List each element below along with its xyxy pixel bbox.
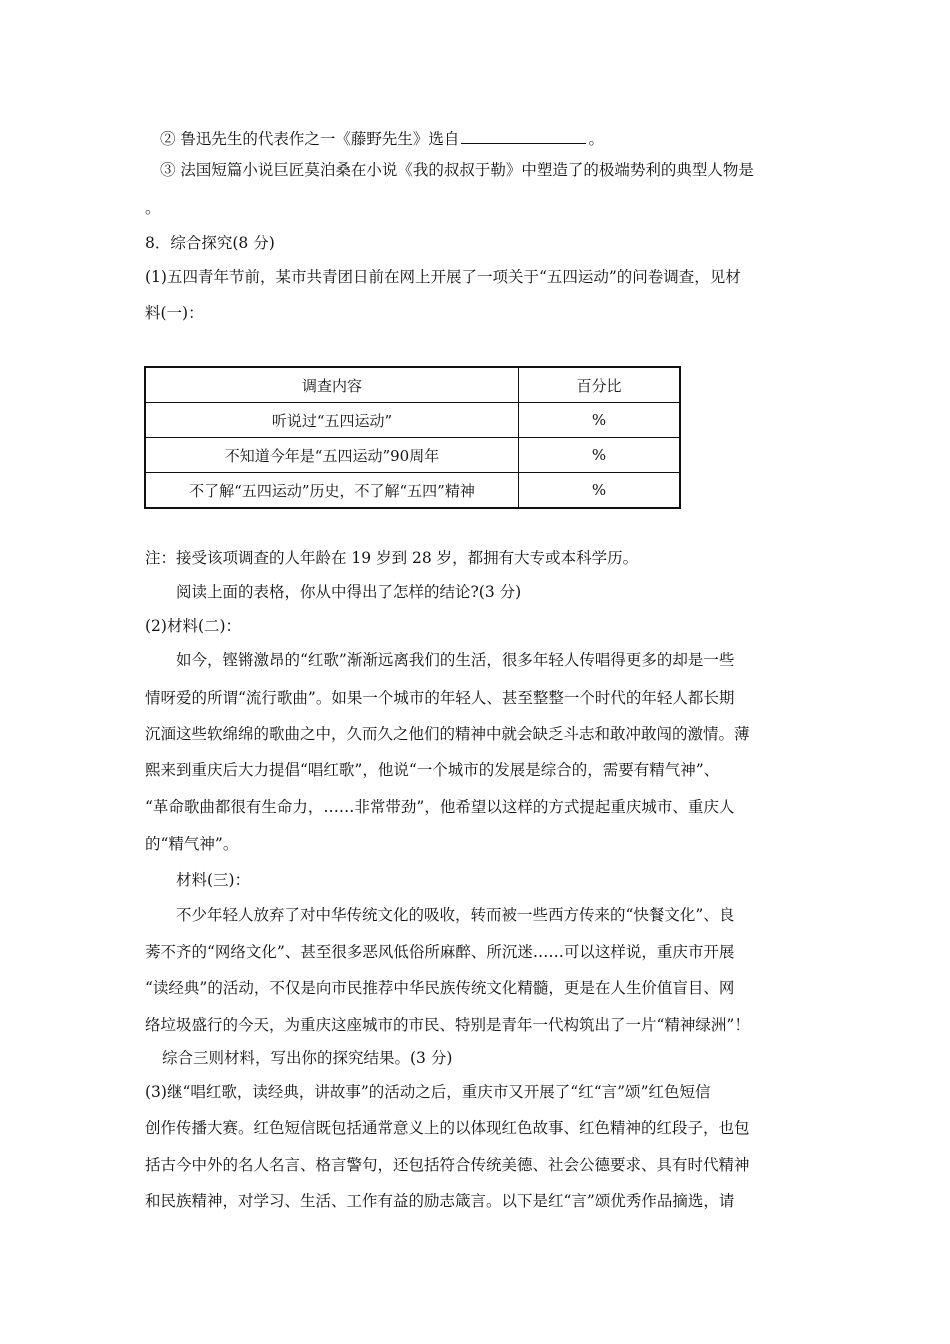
table-cell-percent: %	[519, 403, 681, 438]
q8-part3-line: 和民族精神，对学习、生活、工作有益的励志箴言。以下是红“言”颂优秀作品摘选，请	[145, 1192, 735, 1210]
q8-heading: 8．综合探究(8 分)	[145, 234, 275, 252]
table-header-percent: 百分比	[519, 367, 681, 403]
material-3-line: “读经典”的活动，不仅是向市民推荐中华民族传统文化精髓，更是在人生价值盲目、网	[145, 979, 735, 997]
table-cell-content: 不了解“五四运动”历史，不了解“五四”精神	[145, 473, 519, 509]
survey-table	[144, 366, 681, 509]
material-2-line: 如今，铿锵激昂的“红歌”渐渐远离我们的生活，很多年轻人传唱得更多的却是一些	[176, 651, 735, 669]
q7-item-2-text: ② 鲁迅先生的代表作之一《藤野先生》选自	[160, 130, 460, 148]
survey-note: 注：接受该项调查的人年龄在 19 岁到 28 岁，都拥有大专或本科学历。	[145, 549, 639, 567]
q8-part2-question: 综合三则材料，写出你的探究结果。(3 分)	[162, 1049, 453, 1067]
table-header-content: 调查内容	[145, 367, 519, 403]
material-3-label: 材料(三)：	[176, 871, 251, 889]
material-3-line: 络垃圾盛行的今天，为重庆这座城市的市民、特别是青年一代构筑出了一片“精神绿洲”！	[145, 1016, 750, 1034]
answer-blank[interactable]	[461, 128, 586, 144]
material-3-line: 不少年轻人放弃了对中华传统文化的吸收，转而被一些西方传来的“快餐文化”、良	[176, 906, 735, 924]
material-2-line: 的“精气神”。	[145, 835, 239, 853]
table-header-row	[145, 367, 680, 403]
table-row	[145, 438, 680, 473]
q8-part1-line-2: 料(一)：	[145, 304, 204, 322]
table-cell-percent: %	[519, 473, 681, 509]
q7-item-3-line-1: ③ 法国短篇小说巨匠莫泊桑在小说《我的叔叔于勒》中塑造了的极端势利的典型人物是	[160, 161, 754, 179]
q8-part1-line-1: (1)五四青年节前，某市共青团日前在网上开展了一项关于“五四运动”的问卷调查，见材	[145, 268, 741, 286]
table-cell-percent: %	[519, 438, 681, 473]
material-2-line: 沉湎这些软绵绵的歌曲之中，久而久之他们的精神中就会缺乏斗志和敢冲敢闯的激情。薄	[145, 725, 750, 743]
material-3-line: 莠不齐的“网络文化”、甚至很多恶风低俗所麻醉、所沉迷……可以这样说，重庆市开展	[145, 943, 735, 961]
q8-part3-line: 创作传播大赛。红色短信既包括通常意义上的以体现红色故事、红色精神的红段子，也包	[145, 1119, 750, 1137]
q7-item-3-line-2: 。	[145, 199, 161, 217]
table-row	[145, 473, 680, 509]
material-2-label: (2)材料(二)：	[145, 617, 242, 635]
q8-part3-line: (3)继“唱红歌，读经典，讲故事”的活动之后，重庆市又开展了“红“言”颂”红色短信	[145, 1083, 711, 1101]
table-cell-content: 听说过“五四运动”	[145, 403, 519, 438]
table-cell-content: 不知道今年是“五四运动”90周年	[145, 438, 519, 473]
q7-item-2-suffix: 。	[588, 130, 604, 148]
q7-item-2	[160, 128, 604, 149]
q8-part3-line: 括古今中外的名人名言、格言警句，还包括符合传统美德、社会公德要求、具有时代精神	[145, 1156, 750, 1174]
material-2-line: 情呀爱的所谓“流行歌曲”。如果一个城市的年轻人、甚至整整一个时代的年轻人都长期	[145, 689, 735, 707]
table-row	[145, 403, 680, 438]
material-2-line: “革命歌曲都很有生命力，……非常带劲”，他希望以这样的方式提起重庆城市、重庆人	[145, 798, 735, 816]
q8-part1-question: 阅读上面的表格，你从中得出了怎样的结论?(3 分)	[176, 583, 522, 601]
material-2-line: 熙来到重庆后大力提倡“唱红歌”，他说“一个城市的发展是综合的，需要有精气神”、	[145, 761, 720, 779]
